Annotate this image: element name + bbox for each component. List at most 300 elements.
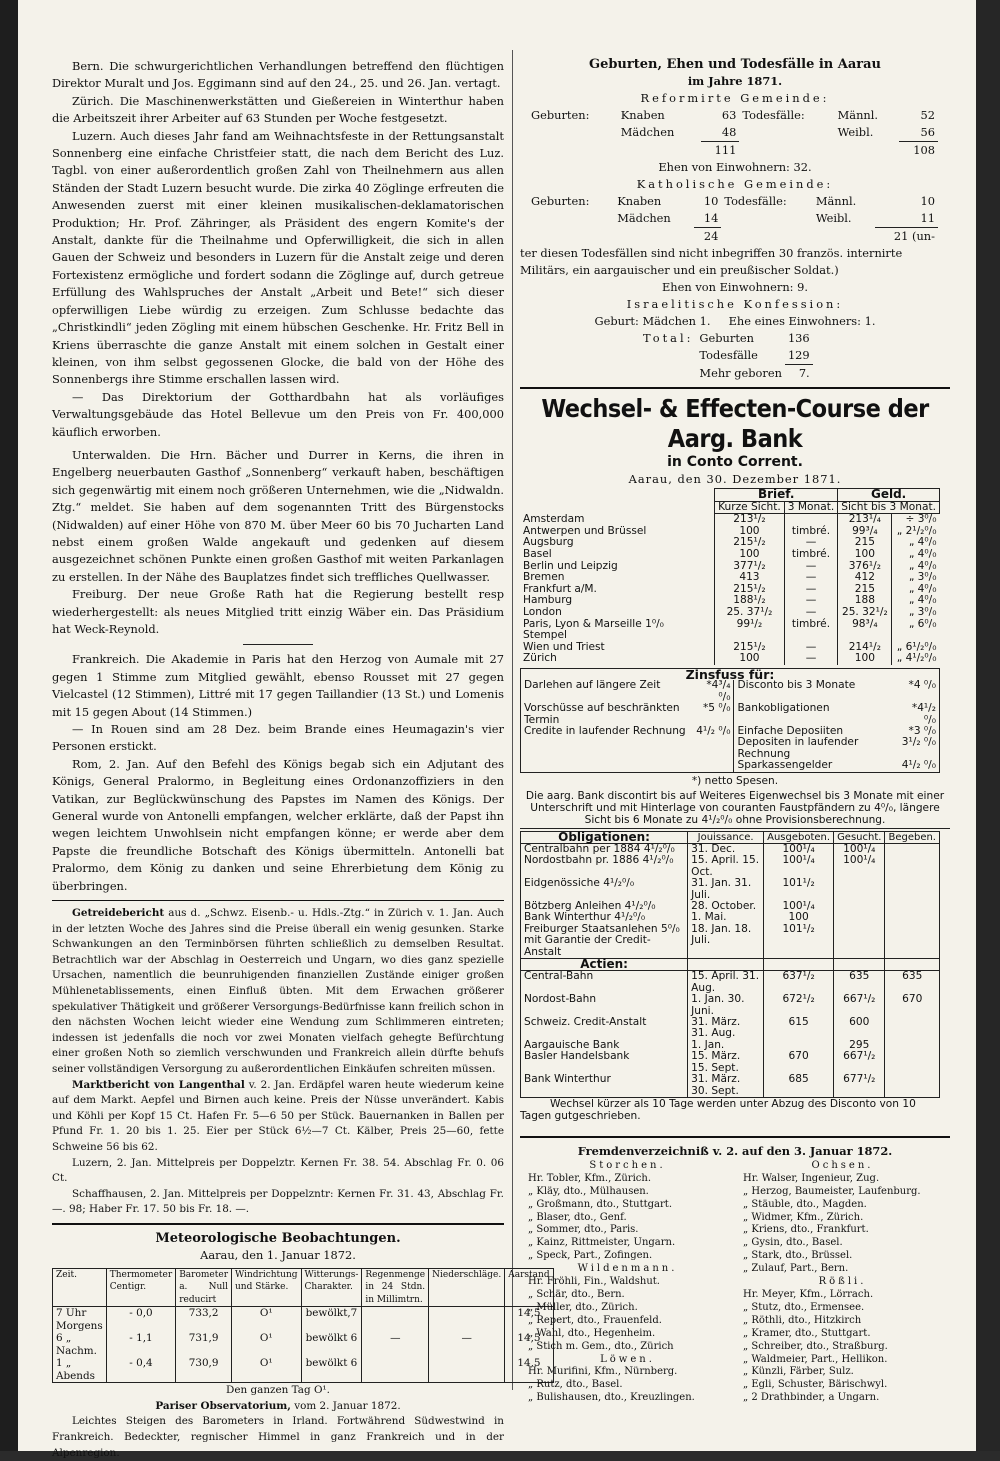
interest-cell: Einfache Deposiiten xyxy=(734,726,898,737)
bonds-row-cell: 101¹/₂ xyxy=(764,878,834,901)
meteo-cell: 6 „ Nachm. xyxy=(53,1332,107,1357)
visitors-top-rule xyxy=(520,1136,950,1138)
bonds-row-cell: 28. October. xyxy=(688,901,764,912)
shares-row-cell: Bank Winterthur xyxy=(521,1074,688,1097)
exchange-cell: 100 xyxy=(715,549,785,561)
bonds-row-cell xyxy=(834,924,885,959)
shares-row-cell: Nordost-Bahn xyxy=(521,994,688,1017)
exchange-cell: Berlin und Leipzig xyxy=(523,559,618,572)
exchange-cell: 215 xyxy=(838,584,892,596)
meteo-cell xyxy=(429,1357,505,1383)
visitor-entry: „ Waldmeier, Part., Hellikon. xyxy=(743,1353,888,1365)
exchange-cell: „ 4⁰/₀ xyxy=(892,584,940,596)
bonds-row-cell xyxy=(885,878,940,901)
shares-row xyxy=(521,1074,940,1097)
meteo-cell: 731,9 xyxy=(176,1332,232,1357)
exchange-cell: 100 xyxy=(715,653,785,665)
right-column xyxy=(520,56,950,1405)
shares-row xyxy=(521,994,940,1017)
visitor-entry: „ Zulauf, Part., Bern. xyxy=(743,1263,849,1275)
births-cell: Geburten: xyxy=(531,108,590,122)
shares-row-cell: 667¹/₂ xyxy=(834,994,885,1017)
netto-note: *) netto Spesen. xyxy=(691,774,779,787)
hotel-roessli: Rößli. xyxy=(818,1276,867,1288)
shares-row-cell: 31. März. 31. Aug. xyxy=(688,1017,764,1040)
births-cell: Männl. xyxy=(837,108,879,122)
catholic-title: Katholische Gemeinde: xyxy=(636,177,834,191)
bonds-row-cell xyxy=(885,912,940,923)
births-cell: 56 xyxy=(920,125,935,139)
visitor-entry: „ Kläy, dto., Mülhausen. xyxy=(528,1185,649,1197)
exchange-cell: — xyxy=(784,561,837,573)
births-row xyxy=(528,210,938,228)
meteo-cell: O¹ xyxy=(232,1357,302,1383)
shares-row-cell xyxy=(885,1051,940,1074)
news-luzern: Luzern. Auch dieses Jahr fand am Weihnachtsfeste in der Rettungsanstalt Sonnenberg eine einfache Christfeier statt, die nach dem Bericht des Luz. Tagbl. von einer außerordentlich großen Zahl von Theilnehmern aus allen Ständen der Stadt Luzern besucht wurde. Die zirka 40 Zöglinge erfreuten die Anwesenden zuerst mit einer kleinen musikalischen-deklamatorischen Produktion; Hr. Prof. Zähringer, als Präsident des engern Komite's der Anstalt, dankte für die Theilnahme und Opferwilligkeit, die sich in allen Gauen der Schweiz und besonders in Luzern für die Anstalt zeige und deren Fortexistenz ermögliche und fordert sodann die Zöglinge auf, durch getreue Erfüllung des Wahlspruches der Anstalt „Arbeit und Bete!“ sich dieser opferwilligen Liebe würdig zu erzeigen. Zum Schlusse bedachte das „Christkindli“ jeden Zögling mit einem hübschen Geschenke. Hr. Fritz Bell in Kriens überraschte die ganze Anstalt mit einem solchen in Gestalt einer kleinen, von ihm selbst gegossenen Glocke, die bald von der Höhe des Sonnenbergs ihre Stimme erschallen lassen wird. xyxy=(52,128,504,387)
exchange-cell: 100 xyxy=(715,526,785,538)
exchange-cell: 215¹/₂ xyxy=(715,537,785,549)
interest-cell xyxy=(521,737,693,760)
exchange-cell: Basel xyxy=(523,547,552,560)
reformed-total-row xyxy=(528,142,938,160)
visitor-entry: „ Repert, dto., Frauenfeld. xyxy=(528,1314,662,1326)
meteo-cell: 14,5 xyxy=(505,1332,553,1357)
visitor-entry: Hr. Walser, Ingenieur, Zug. xyxy=(743,1172,880,1184)
exchange-cell: 377¹/₂ xyxy=(715,561,785,573)
report-getreide xyxy=(52,906,504,1078)
visitors-title: Fremdenverzeichniß v. 2. auf den 3. Januar 1872. xyxy=(577,1143,893,1158)
exchange-cell: „ 4⁰/₀ xyxy=(892,595,940,607)
total-deaths-label: Todesfälle xyxy=(699,348,758,362)
israelite-title: Israelitische Konfession: xyxy=(626,297,844,311)
interest-cell: *3 ⁰/₀ xyxy=(908,724,936,737)
interest-cell: Credite in laufender Rechnung xyxy=(524,724,686,737)
shares-row-cell: Schweiz. Credit-Anstalt xyxy=(521,1017,688,1040)
exchange-cell: „ 4¹/₂⁰/₀ xyxy=(892,653,940,665)
paris-date: vom 2. Januar 1872. xyxy=(294,1399,401,1412)
exchange-cell: London xyxy=(523,605,562,618)
shares-row-cell: 31. März. 30. Sept. xyxy=(688,1074,764,1097)
bonds-row-cell: Eidgenössiche 4¹/₂⁰/₀ xyxy=(521,878,688,901)
interest-row xyxy=(521,703,940,726)
interest-table xyxy=(520,668,940,773)
total-row-births xyxy=(640,330,813,347)
meteo-row xyxy=(53,1307,554,1333)
shares-row-cell: 15. März. 15. Sept. xyxy=(688,1051,764,1074)
interest-row xyxy=(521,760,940,772)
section-rule-2 xyxy=(52,900,504,901)
births-cell xyxy=(721,210,812,228)
meteo-cell: - 1,1 xyxy=(106,1332,176,1357)
shares-row-cell: 637¹/₂ xyxy=(764,971,834,994)
reformed-marriages: Ehen von Einwohnern: 32. xyxy=(658,160,812,174)
visitor-entry: „ Blaser, dto., Genf. xyxy=(528,1211,627,1223)
visitors-columns xyxy=(520,1160,950,1405)
shares-row-cell: 670 xyxy=(885,994,940,1017)
visitors-right xyxy=(735,1160,950,1405)
interest-row xyxy=(521,737,940,760)
exchange-head-1 xyxy=(520,489,940,502)
meteo-foot: Den ganzen Tag O¹. xyxy=(226,1384,330,1397)
meteo-cell: O¹ xyxy=(232,1307,302,1333)
births-cell: Männl. xyxy=(815,194,857,208)
meteo-col-header: Witterungs-Charakter. xyxy=(301,1268,362,1307)
exchange-cell: — xyxy=(784,607,837,619)
meteo-row xyxy=(53,1357,554,1383)
bonds-row-cell: 100¹/₄ xyxy=(764,843,834,855)
exchange-cell: 215¹/₂ xyxy=(715,642,785,654)
interest-cell: Sparkassengelder xyxy=(734,760,898,772)
shares-row-cell: 1. Jan. 30. Juni. xyxy=(688,994,764,1017)
interest-title: Zinsfuss für: xyxy=(685,666,775,682)
interest-cell: 3¹/₂ ⁰/₀ xyxy=(901,736,936,749)
interest-cell xyxy=(693,737,734,760)
section-rule xyxy=(243,644,313,645)
exchange-cell: Paris, Lyon & Marseille 1⁰/₀ Stempel xyxy=(523,617,664,642)
births-title: Geburten, Ehen und Todesfälle in Aarau xyxy=(588,57,882,72)
births-cell: Mädchen xyxy=(617,211,671,225)
exchange-cell: Zürich xyxy=(523,652,557,665)
interest-cell: *4³/₄ ⁰/₀ xyxy=(706,679,731,703)
visitor-entry: Hr. Murifini, Kfm., Nürnberg. xyxy=(528,1366,678,1378)
total-label: Total: xyxy=(643,331,694,345)
visitor-entry: Hr. Tobler, Kfm., Zürich. xyxy=(528,1172,652,1184)
more-born-label: Mehr geboren xyxy=(699,365,782,380)
exchange-note: Wechsel kürzer als 10 Tage werden unter Abzug des Disconto von 10 Tagen gutgeschrieben. xyxy=(520,1097,916,1122)
visitor-entry: „ Wahl, dto., Hegenheim. xyxy=(528,1327,656,1339)
bonds-row-cell: Freiburger Staatsanlehen 5⁰/₀ mit Garantie der Credit-Anstalt xyxy=(521,924,688,959)
column-divider xyxy=(512,50,513,1390)
visitor-entry: „ 2 Drathbinder, a Ungarn. xyxy=(743,1392,880,1404)
bonds-row-cell: 101¹/₂ xyxy=(764,924,834,959)
meteo-col-header: Niederschläge. xyxy=(429,1268,505,1307)
exchange-cell: „ 4⁰/₀ xyxy=(892,549,940,561)
bonds-row-cell: 31. Jan. 31. Juli. xyxy=(688,878,764,901)
births-cell: Todesfälle: xyxy=(742,108,805,122)
bonds-row-cell: 18. Jan. 18. Juli. xyxy=(688,924,764,959)
shares-row xyxy=(521,1051,940,1074)
meteo-cell: bewölkt 6 xyxy=(301,1332,362,1357)
meteo-col-header: Windrichtung und Stärke. xyxy=(232,1268,302,1307)
hotel-storchen: Storchen. xyxy=(589,1159,666,1171)
catholic-total-row xyxy=(528,228,938,246)
visitor-entry: „ Kainz, Rittmeister, Ungarn. xyxy=(528,1237,676,1249)
shares-row-cell: 677¹/₂ xyxy=(834,1074,885,1097)
exchange-cell: Bremen xyxy=(523,571,565,584)
bonds-row xyxy=(521,924,940,959)
bonds-row-cell: 1. Mai. xyxy=(688,912,764,923)
more-born-value: 7. xyxy=(798,366,810,380)
bonds-row-cell xyxy=(885,843,940,855)
paris-title: Pariser Observatorium, xyxy=(155,1399,291,1412)
exchange-cell: 413 xyxy=(715,572,785,584)
report-markt-title: Marktbericht von Langenthal xyxy=(72,1078,245,1091)
meteo-cell: 733,2 xyxy=(176,1307,232,1333)
bonds-table xyxy=(520,831,940,1098)
meteo-header-row xyxy=(53,1268,554,1307)
report-getreide-body: aus d. „Schwz. Eisenb.- u. Hdls.-Ztg.“ in Zürich v. 1. Jan. Auch in der letzten Woche des Jahres sind die Preise überall ein wenig gesunken. Starke Schwankungen an den Terminbörsen führten schließlich zu demselben Resultat. Betrachtlich war der Abschlag in Oesterreich und Ungarn, wo dies ganz spezielle Ursachen, namentlich die beunruhigenden finanziellen Zustände einiger großen Mühlenetablissements, einen Einfluß übten. Mit dem Erwachen größerer spekulativer Thätigkeit und größerer Versorgungs-Bedürfnisse kann freilich schon in den nächsten Wochen leicht wieder eine Wendung zum Schlimmeren eintreten; indessen ist jedenfalls die noch vor zwei Monaten vielfach gehegte Befürchtung einer großen Noth so ziemlich verschwunden und Frankreich allein dürfte behufs seiner vollständigen Versorgung zu außerordentlichen Einkäufen schreiten müssen. xyxy=(52,907,504,1076)
births-cell xyxy=(739,124,834,142)
report-getreide-title: Getreidebericht xyxy=(72,907,165,920)
news-gotthard: — Das Direktorium der Gotthardbahn hat als vorläufiges Verwaltungsgebäude das Hotel Bellevue um den Preis von Fr. 400,000 käuflich erworben. xyxy=(52,389,504,439)
visitor-entry: „ Speck, Part., Zofingen. xyxy=(528,1250,653,1262)
births-cell: 10 xyxy=(703,194,719,208)
visitor-entry: „ Bulishausen, dto., Kreuzlingen. xyxy=(528,1392,695,1404)
shares-row-cell: 600 xyxy=(834,1017,885,1040)
bonds-row xyxy=(521,855,940,878)
storchen-list xyxy=(520,1173,735,1263)
exchange-cell: Hamburg xyxy=(523,594,573,607)
right-scan-edge xyxy=(976,0,1000,1451)
meteo-cell: 7 Uhr Morgens xyxy=(53,1307,107,1333)
exchange-cell: Antwerpen und Brüssel xyxy=(523,524,647,537)
shares-header: Actien: xyxy=(521,959,688,971)
bonds-col-header: Gesucht. xyxy=(834,831,885,843)
bonds-row-cell xyxy=(834,878,885,901)
exchange-row xyxy=(520,607,940,619)
births-cell: 14 xyxy=(703,211,719,225)
total-births-label: Geburten xyxy=(699,331,754,345)
meteo-cell: 14,5 xyxy=(505,1307,553,1333)
news-bern: Bern. Die schwurgerichtlichen Verhandlungen betreffend den flüchtigen Direktor Muralt und Jos. Eggimann sind auf den 24., 25. und 26. Jan. vertagt. xyxy=(52,59,504,91)
reformed-rows xyxy=(528,107,938,142)
bonds-row xyxy=(521,878,940,901)
paris-body: Leichtes Steigen des Barometers in Irland. Fortwährend Südwestwind in Frankreich. Bedeckter, regnischer Himmel in ganz Frankreich und in der Alpenregion. xyxy=(52,1415,504,1459)
shares-header-row xyxy=(521,959,940,971)
births-cell: Knaben xyxy=(620,108,665,122)
exchange-cell: — xyxy=(784,595,837,607)
meteo-cell: bewölkt,7 xyxy=(301,1307,362,1333)
meteo-date: Aarau, den 1. Januar 1872. xyxy=(200,1248,356,1263)
bonds-row-cell: Centralbahn per 1884 4¹/₂⁰/₀ xyxy=(521,843,688,855)
interest-row xyxy=(521,680,940,703)
shares-row-cell: 672¹/₂ xyxy=(764,994,834,1017)
visitor-entry: „ Sommer, dto., Paris. xyxy=(528,1224,639,1236)
meteo-cell: 1 „ Abends xyxy=(53,1357,107,1383)
visitor-entry: „ Rutz, dto., Basel. xyxy=(528,1379,623,1391)
exchange-cell: 188 xyxy=(838,595,892,607)
bonds-row-cell: 31. Dec. xyxy=(688,843,764,855)
meteo-col-header: Aarstand xyxy=(505,1268,553,1307)
catholic-birth-total: 24 xyxy=(694,228,721,246)
visitor-entry: „ Künzli, Färber, Sulz. xyxy=(743,1366,854,1378)
births-cell xyxy=(528,210,614,228)
exchange-row xyxy=(520,561,940,573)
reformed-birth-total: 111 xyxy=(701,142,740,160)
shares-row-cell xyxy=(885,1074,940,1097)
shares-row-cell: Basler Handelsbank xyxy=(521,1051,688,1074)
exchange-cell: „ 4⁰/₀ xyxy=(892,561,940,573)
bonds-col-header: Begeben. xyxy=(885,831,940,843)
shares-row-cell: 615 xyxy=(764,1017,834,1040)
births-cell: Geburten: xyxy=(531,194,590,208)
wildenmann-list xyxy=(520,1276,735,1353)
exchange-cell: 214¹/₂ xyxy=(838,642,892,654)
births-subtitle: im Jahre 1871. xyxy=(687,74,783,88)
meteo-cell: 14,5 xyxy=(505,1357,553,1383)
visitor-entry: „ Kramer, dto., Stuttgart. xyxy=(743,1327,871,1339)
bonds-row-cell xyxy=(834,901,885,912)
interest-cell: 4¹/₂ ⁰/₀ xyxy=(696,724,731,737)
visitor-entry: „ Widmer, Kfm., Zürich. xyxy=(743,1211,864,1223)
visitor-entry: Hr. Fröhli, Fin., Waldshut. xyxy=(528,1276,660,1288)
exchange-row xyxy=(520,572,940,584)
visitor-entry: „ Herzog, Baumeister, Laufenburg. xyxy=(743,1185,921,1197)
visitors-left xyxy=(520,1160,735,1405)
births-cell: Knaben xyxy=(617,194,662,208)
exchange-cell: „ 2¹/₂⁰/₀ xyxy=(892,526,940,538)
exchange-cell: — xyxy=(784,572,837,584)
bonds-rows xyxy=(521,843,940,958)
hotel-loewen: Löwen. xyxy=(600,1353,655,1365)
sub-header-3m: 3 Monat. xyxy=(784,501,837,514)
exchange-row xyxy=(520,514,940,526)
shares-row-cell xyxy=(885,1040,940,1051)
news-rouen: — In Rouen sind am 28 Dez. beim Brande eines Heumagazin's vier Personen erstickt. xyxy=(52,722,504,754)
catholic-note: ter diesen Todesfällen sind nicht inbegriffen 30 französ. internirte Militärs, ein aargauischer und ein preußischer Soldat.) xyxy=(520,246,903,277)
news-frankreich: Frankreich. Die Akademie in Paris hat den Herzog von Aumale mit 27 gegen 1 Stimme zum Mitglied gewählt, ebenso Rousset mit 27 gegen Vielcastel (12 Stimmen), Littré mit 17 gegen Taillandier (13 St.) und Lomenis mit 15 gegen About (14 Stimmen.) xyxy=(52,652,504,719)
bonds-row-cell: 100 xyxy=(764,912,834,923)
exchange-cell: Amsterdam xyxy=(523,512,585,525)
meteo-cell: — xyxy=(429,1332,505,1357)
interest-cell: Darlehen auf längere Zeit xyxy=(524,679,661,692)
sub-header-short: Kurze Sicht. xyxy=(715,501,785,514)
exchange-rows xyxy=(520,514,940,665)
exchange-cell xyxy=(784,514,837,526)
meteo-col-header: Barometer a. Null reducirt xyxy=(176,1268,232,1307)
report-schaffhausen: Schaffhausen, 2. Jan. Mittelpreis per Doppelzntr: Kernen Fr. 31. 43, Abschlag Fr. —. 98; Haber Fr. 17. 50 bis Fr. 18. —. xyxy=(52,1187,504,1216)
exchange-cell: — xyxy=(784,537,837,549)
meteo-col-header: Regenmenge in 24 Stdn. in Millimtrn. xyxy=(362,1268,429,1307)
bank-subtitle: in Conto Corrent. xyxy=(667,454,803,470)
exchange-cell: Augsburg xyxy=(523,536,574,549)
exchange-row xyxy=(520,549,940,561)
shares-row-cell: 295 xyxy=(834,1040,885,1051)
loewen-list xyxy=(520,1366,735,1405)
catholic-marriages: Ehen von Einwohnern: 9. xyxy=(661,280,809,294)
left-binding-edge xyxy=(0,0,18,1451)
meteo-table xyxy=(52,1268,554,1384)
exchange-cell: — xyxy=(784,642,837,654)
exchange-cell: „ 6⁰/₀ xyxy=(892,619,940,642)
visitor-entry: „ Röthli, dto., Hitzkirch xyxy=(743,1314,862,1326)
sub-header-sight: Sicht bis 3 Monat. xyxy=(838,501,940,514)
report-markt-body: v. 2. Jan. Erdäpfel waren heute wiederum keine auf dem Markt. Aepfel und Birnen auch keine. Preis der Nüsse unverändert. Kabis und Köhli per Kopf 15 Ct. Hafen Fr. 5—6 50 per Stück. Bauernanken in Ballen per Pfund Fr. 1. 20 bis 1. 25. Eier per Stück 6½—7 Ct. Kälber, Preis 25—60, fette Schweine 56 bis 62. xyxy=(52,1078,504,1153)
geld-header: Geld. xyxy=(838,489,940,502)
catholic-rows xyxy=(528,193,938,228)
report-markt xyxy=(52,1078,504,1156)
shares-row xyxy=(521,971,940,994)
total-births-value: 136 xyxy=(787,331,810,345)
interest-cell xyxy=(521,760,693,772)
reformed-death-total: 108 xyxy=(899,142,938,160)
exchange-cell: 412 xyxy=(838,572,892,584)
roessli-list xyxy=(735,1289,950,1405)
meteo-cell: — xyxy=(362,1332,429,1357)
births-cell: 10 xyxy=(920,194,935,208)
bank-top-rule xyxy=(520,387,950,389)
visitor-entry: „ Stark, dto., Brüssel. xyxy=(743,1250,853,1262)
hotel-ochsen: Ochsen. xyxy=(811,1159,874,1171)
exchange-cell: timbré. xyxy=(784,526,837,538)
births-cell: 11 xyxy=(920,211,935,225)
bonds-row-cell xyxy=(885,924,940,959)
meteo-cell: 730,9 xyxy=(176,1357,232,1383)
bonds-col-header: Obligationen: xyxy=(521,831,688,843)
interest-cell: 4¹/₂ ⁰/₀ xyxy=(901,759,936,772)
exchange-row xyxy=(520,653,940,665)
bonds-row-cell: Bötzberg Anleihen 4¹/₂⁰/₀ xyxy=(521,901,688,912)
total-deaths-value: 129 xyxy=(785,347,813,365)
hotel-wildenmann: Wildenmann. xyxy=(577,1263,678,1275)
exchange-cell: 99³/₄ xyxy=(838,526,892,538)
visitor-entry: „ Schär, dto., Bern. xyxy=(528,1288,625,1300)
meteo-cell: - 0,4 xyxy=(106,1357,176,1383)
shares-row xyxy=(521,1017,940,1040)
report-luzern: Luzern, 2. Jan. Mittelpreis per Doppelztr. Kernen Fr. 38. 54. Abschlag Fr. 0. 06 Ct. xyxy=(52,1156,504,1185)
total-row-deaths xyxy=(640,347,813,365)
births-cell: 48 xyxy=(721,125,737,139)
interest-cell: *5 ⁰/₀ xyxy=(703,702,731,715)
bonds-row-cell: 100¹/₄ xyxy=(764,855,834,878)
interest-cell: Bankobligationen xyxy=(734,703,898,726)
shares-row-cell: 635 xyxy=(885,971,940,994)
bank-title: Wechsel- & Effecten-Course der Aarg. Bank xyxy=(541,394,929,453)
bonds-row-cell: Nordostbahn pr. 1886 4¹/₂⁰/₀ xyxy=(521,855,688,878)
interest-cell: *4¹/₂ ⁰/₀ xyxy=(911,702,936,726)
exchange-cell: „ 3⁰/₀ xyxy=(892,607,940,619)
exchange-cell: Frankfurt a/M. xyxy=(523,582,597,595)
interest-cell xyxy=(693,760,734,772)
bonds-row-cell: 100¹/₄ xyxy=(834,843,885,855)
births-cell: Todesfälle: xyxy=(724,194,787,208)
catholic-table xyxy=(528,193,938,245)
births-cell xyxy=(528,124,618,142)
news-freiburg: Freiburg. Der neue Große Rath hat die Regierung bestellt resp wiederhergestellt: als neues Mitglied tritt einzig Wäber ein. Das Präsidium hat Weck-Reynold. xyxy=(52,587,504,636)
shares-row-cell: 15. April. 31. Aug. xyxy=(688,971,764,994)
visitor-entry: „ Kriens, dto., Frankfurt. xyxy=(743,1224,869,1236)
reformed-title: Reformirte Gemeinde: xyxy=(640,91,830,105)
interest-cell: Disconto bis 3 Monate xyxy=(734,680,898,703)
interest-cell: Vorschüsse auf beschränkten Termin xyxy=(524,702,680,726)
meteo-cell: - 0,0 xyxy=(106,1307,176,1333)
births-row xyxy=(528,124,938,142)
births-cell: Mädchen xyxy=(620,125,675,139)
exchange-cell: 188¹/₂ xyxy=(715,595,785,607)
exchange-cell: 98³/₄ xyxy=(838,619,892,642)
visitor-entry: „ Stäuble, dto., Magden. xyxy=(743,1198,867,1210)
news-unterwalden: Unterwalden. Die Hrn. Bächer und Durrer in Kerns, die ihren in Engelberg neuerbauten Gasthof „Sonnenberg“ verkauft haben, beschäftigen sich gegenwärtig mit einem noch größeren Unternehmen, wie die „Nidwaldn. Ztg.“ meldet. Sie haben auf dem sogenannten Tritt des Bürgenstocks (Nidwalden) auf einer Höhe von 870 M. über Meer 60 bis 70 Jucharten Land nebst einem großen Walde angekauft und gedenken auf diesem ausgezeichnet schönen Punkte einen großen Gasthof mit weiten Parkanlagen zu erstellen. In der Nähe des Bauplatzes findet sich treffliches Quellwasser. xyxy=(52,447,504,584)
meteo-cell: O¹ xyxy=(232,1332,302,1357)
shares-row-cell xyxy=(885,1017,940,1040)
exchange-head-2 xyxy=(520,501,940,514)
bonds-row-cell: 15. April. 15. Oct. xyxy=(688,855,764,878)
meteo-row xyxy=(53,1332,554,1357)
visitor-entry: Hr. Meyer, Kfm., Lörrach. xyxy=(743,1288,874,1300)
catholic-death-total: 21 (un- xyxy=(875,228,938,246)
births-cell: Weibl. xyxy=(837,125,874,139)
israelite-line: Geburt: Mädchen 1. Ehe eines Einwohners: 1. xyxy=(594,314,876,328)
total-table xyxy=(640,330,813,382)
exchange-cell: 213¹/₄ xyxy=(838,514,892,526)
visitor-entry: „ Müller, dto., Zürich. xyxy=(528,1301,638,1313)
exchange-cell: Wien und Triest xyxy=(523,640,605,653)
exchange-row xyxy=(520,537,940,549)
brief-header: Brief. xyxy=(715,489,838,502)
meteo-title: Meteorologische Beobachtungen. xyxy=(155,1230,401,1246)
visitor-entry: „ Stutz, dto., Ermensee. xyxy=(743,1301,865,1313)
births-cell: 52 xyxy=(920,108,935,122)
